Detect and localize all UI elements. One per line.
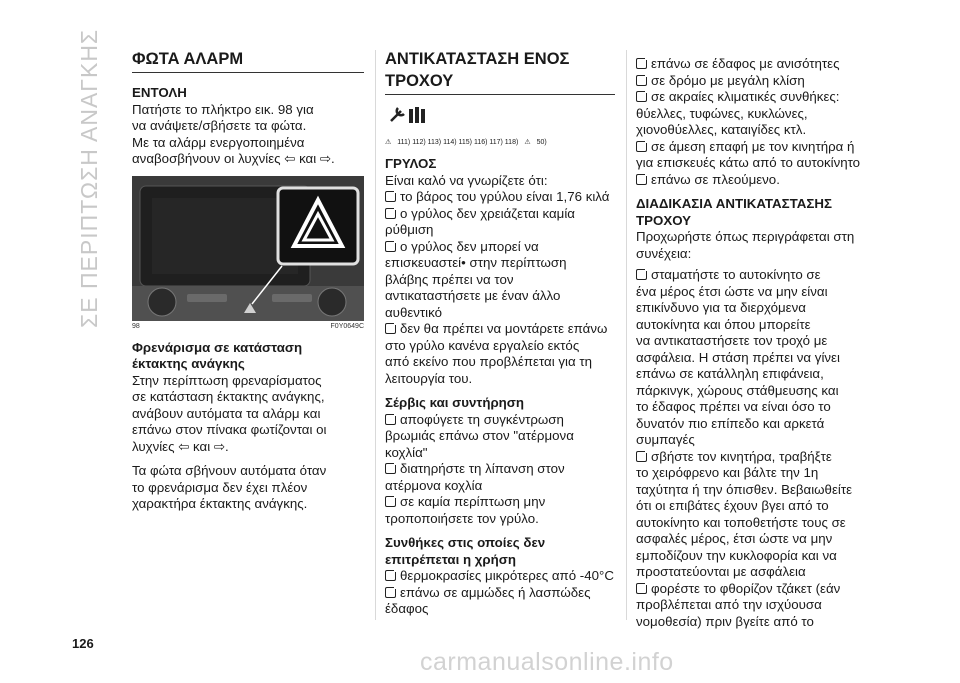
- text-line: [385, 338, 615, 355]
- line-text: το βάρος του γρύλου είναι 1,76 κιλά: [400, 189, 610, 204]
- line-text: βρωμιάς επάνω στον "ατέρμονα: [385, 428, 574, 443]
- line-text: αντικαταστήσετε με έναν άλλο: [385, 288, 561, 303]
- column-divider: [626, 50, 627, 620]
- line-text: χιονοθύελλες, καταιγίδες κτλ.: [636, 122, 807, 137]
- wheel-change-heading: ΑΝΤΙΚΑΤΑΣΤΑΣΗ ΕΝΟΣ: [385, 50, 570, 68]
- line-text: εμποδίζουν την κυκλοφορία και να: [636, 547, 837, 563]
- bullet-icon: [385, 570, 396, 581]
- line-text: αυτοκίνητο και τοποθετήστε τους σε: [636, 514, 846, 530]
- note-icon: ⚠: [524, 139, 531, 146]
- figure-code: F0Y0649C: [330, 322, 364, 330]
- text-line: Στην περίπτωση φρεναρίσματος: [132, 372, 322, 388]
- text-line: [636, 564, 868, 581]
- line-text: σε άμεση επαφή με τον κινητήρα ή: [651, 138, 855, 154]
- bullet-item: [385, 494, 615, 511]
- wheel-change-heading-2: ΤΡΟΧΟΥ: [385, 72, 454, 90]
- text-line: το φρενάρισμα δεν έχει πλέον: [132, 479, 308, 495]
- text-line: [636, 614, 868, 631]
- text-line: [385, 272, 615, 289]
- text-line: [636, 548, 868, 565]
- line-text: επάνω σε έδαφος με ανισότητες: [651, 56, 840, 71]
- text-line: [636, 432, 868, 449]
- line-text: ότι οι επιβάτες έχουν βγει από το: [636, 498, 829, 513]
- procedure-subheading: ΔΙΑΔΙΚΑΣΙΑ ΑΝΤΙΚΑΤΑΣΤΑΣΗΣ: [636, 196, 832, 211]
- text-line: [636, 498, 868, 515]
- line-text: αυθεντικό: [385, 304, 443, 320]
- bullet-icon: [385, 208, 396, 219]
- heading-rule: [132, 72, 364, 73]
- text-line: [636, 597, 868, 614]
- bullet-item: [385, 585, 615, 602]
- bullet-item: [385, 206, 615, 223]
- bullet-icon: [385, 241, 396, 252]
- text-line: [636, 383, 868, 400]
- bullet-item: [385, 568, 615, 585]
- dashboard-hazard-button-photo: [132, 176, 364, 321]
- text-line: [385, 255, 615, 272]
- line-text: έδαφος: [385, 601, 429, 616]
- bullet-icon: [385, 191, 396, 202]
- line-text: το χειρόφρενο και βάλτε την 1η: [636, 465, 819, 480]
- text-line: [636, 300, 868, 317]
- line-text: ένα μέρος έτσι ώστε να μην είναι: [636, 283, 828, 299]
- figure-caption: [132, 323, 364, 330]
- procedure-steps: [636, 267, 868, 630]
- line-text: για επισκευές κάτω από το αυτοκίνητο: [636, 155, 861, 170]
- bullet-icon: [636, 451, 647, 462]
- line-text: στο γρύλο κανένα εργαλείο εκτός: [385, 337, 580, 353]
- text-line: [636, 106, 868, 123]
- line-text: θύελλες, τυφώνες, κυκλώνες,: [636, 105, 808, 121]
- text-line: Τα φώτα σβήνουν αυτόματα όταν: [132, 463, 327, 478]
- text-line: [385, 428, 615, 445]
- line-text: ο γρύλος δεν χρειάζεται καμία: [400, 205, 575, 221]
- line-text: επάνω σε πλεούμενο.: [651, 171, 780, 187]
- line-text: πάρκινγκ, χώρους στάθμευσης και: [636, 382, 839, 398]
- line-text: σε δρόμο με μεγάλη κλίση: [651, 72, 805, 88]
- conditions-text-continued: [636, 56, 868, 188]
- text-line: [636, 122, 868, 139]
- bullet-icon: [385, 323, 396, 334]
- line-text: αυτοκίνητα και όπου μπορείτε: [636, 316, 811, 332]
- line-text: επισκευαστεί• στην περίπτωση: [385, 255, 567, 270]
- text-line: αναβοσβήνουν οι λυχνίες ⇦ και ⇨.: [132, 151, 335, 166]
- text-line: [385, 371, 615, 388]
- text-line: [636, 366, 868, 383]
- text-line: σε κατάσταση έκτακτης ανάγκης,: [132, 389, 325, 404]
- heading-rule: [385, 94, 615, 95]
- figure-number: 98: [132, 322, 140, 330]
- line-text: επικίνδυνο για τα διερχόμενα: [636, 300, 806, 315]
- text-line: [385, 173, 615, 190]
- line-text: ασφάλεια. Η στάση πρέπει να γίνει: [636, 349, 840, 365]
- line-text: ο γρύλος δεν μπορεί να: [400, 238, 539, 254]
- service-text: [385, 412, 615, 528]
- line-text: συνέχεια:: [636, 245, 692, 261]
- line-text: σταματήστε το αυτοκίνητο σε: [651, 267, 821, 282]
- bullet-item: [385, 239, 615, 256]
- text-line: [636, 416, 868, 433]
- emergency-braking-subheading-2: έκτακτης ανάγκης: [132, 356, 245, 371]
- line-text: κοχλία": [385, 444, 428, 460]
- text-line: [385, 222, 615, 239]
- jack-text: [385, 173, 615, 388]
- bullet-icon: [636, 58, 647, 69]
- text-line: [636, 482, 868, 499]
- line-text: από εκείνο που προβλέπεται για τη: [385, 354, 592, 369]
- text-line: [385, 601, 615, 618]
- text-line: να ανάψετε/σβήσετε τα φώτα.: [132, 118, 307, 133]
- line-text: ατέρμονα κοχλία: [385, 477, 483, 493]
- line-text: σβήστε τον κινητήρα, τραβήξτε: [651, 448, 832, 464]
- bullet-icon: [385, 463, 396, 474]
- text-line: [636, 229, 868, 246]
- text-line: [636, 333, 868, 350]
- column-2: [385, 50, 615, 618]
- text-line: [636, 155, 868, 172]
- dashboard-photo-svg: [132, 176, 364, 321]
- text-line: [385, 478, 615, 495]
- text-line: [385, 288, 615, 305]
- line-text: λειτουργία του.: [385, 370, 473, 386]
- text-line: Με τα αλάρμ ενεργοποιημένα: [132, 134, 305, 150]
- line-text: διατηρήστε τη λίπανση στον: [400, 461, 565, 476]
- bullet-item: [636, 89, 868, 106]
- text-line: [385, 511, 615, 528]
- bullet-icon: [636, 174, 647, 185]
- line-text: τροποποιήσετε τον γρύλο.: [385, 510, 539, 526]
- text-line: [385, 445, 615, 462]
- hazard-lights-heading: ΦΩΤΑ ΑΛΑΡΜ: [132, 50, 244, 68]
- line-text: προστατεύονται με ασφάλεια: [636, 564, 806, 579]
- text-line: ανάβουν αυτόματα τα αλάρμ και: [132, 405, 321, 421]
- text-line: [636, 399, 868, 416]
- text-line: λυχνίες ⇦ και ⇨.: [132, 438, 229, 454]
- bullet-item: [385, 189, 615, 206]
- line-text: ταχύτητα ή την όπισθεν. Βεβαιωθείτε: [636, 481, 853, 497]
- bullet-icon: [385, 414, 396, 425]
- line-text: δυνατόν πιο επίπεδο και αρκετά: [636, 415, 825, 431]
- text-line: [385, 305, 615, 322]
- command-subheading: ΕΝΤΟΛΗ: [132, 85, 187, 100]
- line-text: βλάβης πρέπει να τον: [385, 271, 514, 287]
- emergency-braking-subheading: Φρενάρισμα σε κατάσταση: [132, 339, 303, 355]
- text-line: [636, 284, 868, 301]
- text-line: [636, 465, 868, 482]
- line-text: σε καμία περίπτωση μην: [400, 494, 546, 509]
- conditions-subheading-2: επιτρέπεται η χρήση: [385, 551, 517, 567]
- bullet-item: [636, 449, 868, 466]
- column-1: [132, 50, 364, 513]
- line-text: να αντικαταστήσετε τον τροχό με: [636, 333, 828, 348]
- column-divider: [375, 50, 376, 620]
- line-text: Προχωρήστε όπως περιγράφεται στη: [636, 229, 855, 244]
- line-text: συμπαγές: [636, 432, 695, 447]
- bullet-item: [636, 139, 868, 156]
- bullet-item: [385, 321, 615, 338]
- bullet-item: [636, 172, 868, 189]
- bullet-item: [636, 581, 868, 598]
- line-text: Είναι καλό να γνωρίζετε ότι:: [385, 172, 548, 188]
- line-text: σε ακραίες κλιματικές συνθήκες:: [651, 89, 840, 104]
- line-text: ρύθμιση: [385, 222, 434, 237]
- text-line: [636, 350, 868, 367]
- line-text: επάνω σε αμμώδες ή λασπώδες: [400, 584, 591, 600]
- bullet-icon: [636, 269, 647, 280]
- bullet-icon: [385, 587, 396, 598]
- conditions-text: [385, 568, 615, 618]
- line-text: το έδαφος πρέπει να είναι όσο το: [636, 399, 831, 414]
- watermark: carmanualsonline.info: [420, 648, 674, 676]
- bullet-icon: [636, 583, 647, 594]
- line-text: δεν θα πρέπει να μοντάρετε επάνω: [400, 321, 608, 336]
- text-line: [636, 246, 868, 263]
- section-side-title-text: ΣΕ ΠΕΡΙΠΤΩΣΗ ΑΝΑΓΚΗΣ: [76, 28, 102, 328]
- bullet-item: [385, 412, 615, 429]
- command-text: [132, 102, 364, 168]
- bullet-icon: [385, 496, 396, 507]
- procedure-subheading-2: ΤΡΟΧΟΥ: [636, 212, 692, 228]
- text-line: [636, 531, 868, 548]
- conditions-subheading: Συνθήκες στις οποίες δεν: [385, 535, 546, 550]
- bullet-item: [636, 56, 868, 73]
- note-ref: 50): [536, 138, 547, 146]
- line-text: ασφαλές μέρος, έτσι ώστε να μην: [636, 531, 833, 546]
- section-side-title: [76, 28, 106, 328]
- line-text: φορέστε το φθορίζον τζάκετ (εάν: [651, 580, 841, 596]
- line-text: επάνω σε κατάλληλη επιφάνεια,: [636, 366, 824, 381]
- text-line: χαρακτήρα έκτακτης ανάγκης.: [132, 496, 308, 511]
- text-line: [636, 317, 868, 334]
- bullet-item: [636, 73, 868, 90]
- warning-references: [385, 138, 615, 146]
- column-3: [636, 56, 868, 630]
- line-text: αποφύγετε τη συγκέντρωση: [400, 411, 564, 427]
- page-number: 126: [72, 636, 94, 651]
- text-line: επάνω στον πίνακα φωτίζονται οι: [132, 422, 327, 437]
- text-line: Πατήστε το πλήκτρο εικ. 98 για: [132, 101, 314, 117]
- bullet-item: [385, 461, 615, 478]
- procedure-intro: [636, 229, 868, 262]
- bullet-item: [636, 267, 868, 284]
- tools-icon: [385, 103, 615, 132]
- text-line: [385, 354, 615, 371]
- bullet-icon: [636, 91, 647, 102]
- line-text: προβλέπεται από την ισχύουσα: [636, 597, 822, 612]
- caution-refs: 111) 112) 113) 114) 115) 116) 117) 118): [397, 138, 519, 146]
- jack-subheading: ΓΡΥΛΟΣ: [385, 156, 437, 171]
- bullet-icon: [636, 141, 647, 152]
- caution-icon: ⚠: [385, 139, 392, 146]
- text-line: [636, 515, 868, 532]
- line-text: νομοθεσία) πριν βγείτε από το: [636, 613, 814, 629]
- bullet-icon: [636, 75, 647, 86]
- service-subheading: Σέρβις και συντήρηση: [385, 395, 525, 410]
- line-text: θερμοκρασίες μικρότερες από -40°C: [400, 568, 614, 583]
